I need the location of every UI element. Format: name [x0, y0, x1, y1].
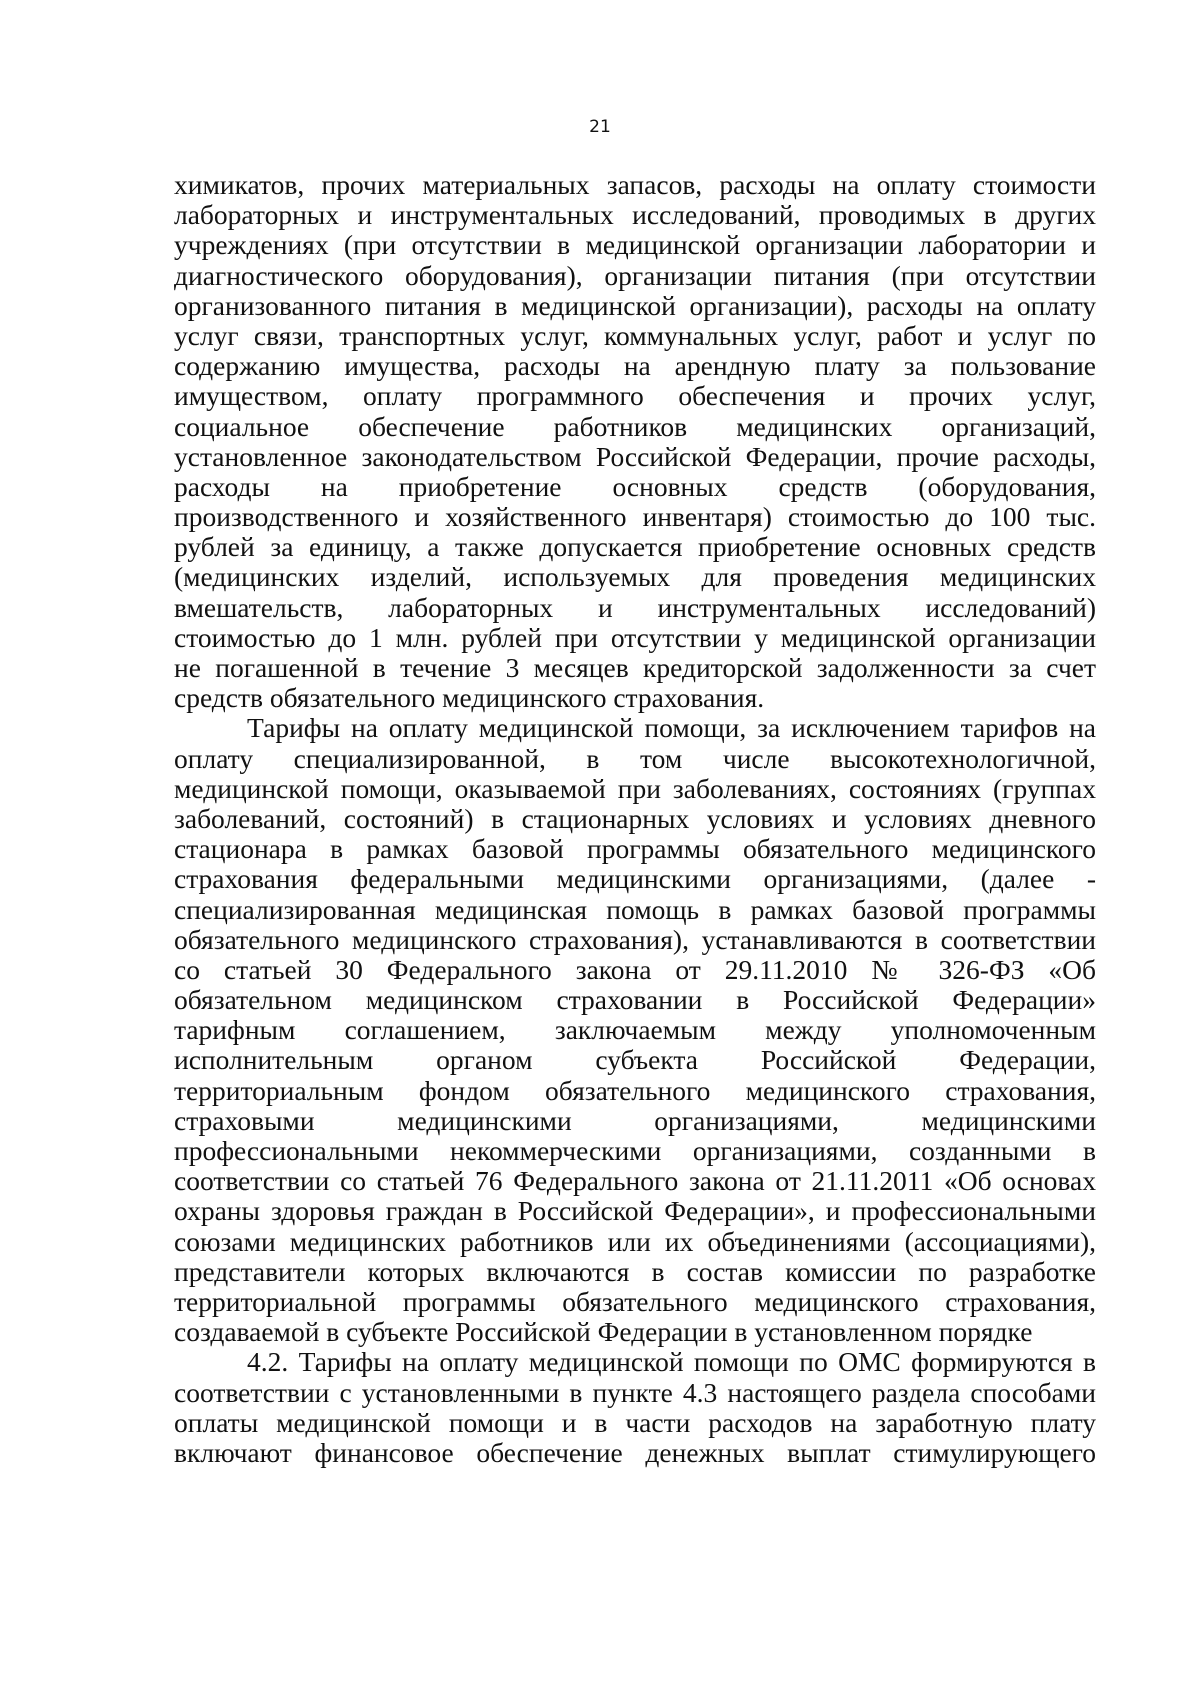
paragraph: [174, 1347, 1096, 1468]
text-line: территориальным фондом обязательного медицинского страхования,: [174, 1074, 1096, 1106]
text-line: охраны здоровья граждан в Российской Федерации», и профессиональными: [174, 1195, 1096, 1227]
text-line: расходы на приобретение основных средств (оборудования,: [174, 470, 1096, 502]
text-line: специализированная медицинская помощь в рамках базовой программы: [174, 893, 1096, 925]
text-line: соответствии со статьей 76 Федерального закона от 21.11.2011 «Об основах: [174, 1165, 1096, 1197]
text-line: средств обязательного медицинского страхования.: [174, 682, 765, 714]
paragraph: [174, 713, 1096, 1347]
text-line: создаваемой в субъекте Российской Федерации в установленном порядке: [174, 1316, 1033, 1348]
text-line: Тарифы на оплату медицинской помощи, за исключением тарифов на: [247, 712, 1096, 744]
text-line: химикатов, прочих материальных запасов, расходы на оплату стоимости: [174, 169, 1096, 200]
body-text: [174, 170, 1096, 1468]
text-line: вмешательств, лабораторных и инструментальных исследований): [174, 591, 1096, 623]
text-line: 4.2. Тарифы на оплату медицинской помощи по ОМС формируются в: [247, 1346, 1096, 1378]
paragraph: [174, 170, 1096, 713]
text-line: соответствии с установленными в пункте 4.3 настоящего раздела способами: [174, 1376, 1096, 1408]
text-line: имуществом, оплату программного обеспечения и прочих услуг,: [174, 380, 1096, 412]
text-line: территориальной программы обязательного медицинского страхования,: [174, 1285, 1096, 1317]
text-line: стационара в рамках базовой программы обязательного медицинского: [174, 833, 1096, 865]
text-line: профессиональными некоммерческими организациями, созданными в: [174, 1135, 1096, 1166]
text-line: оплату специализированной, в том числе высокотехнологичной,: [174, 742, 1096, 774]
text-line: (медицинских изделий, используемых для проведения медицинских: [174, 561, 1096, 593]
text-line: стоимостью до 1 млн. рублей при отсутствии у медицинской организации: [174, 621, 1096, 653]
text-line: тарифным соглашением, заключаемым между уполномоченным: [174, 1014, 1096, 1046]
text-line: установленное законодательством Российской Федерации, прочие расходы,: [174, 440, 1096, 472]
text-line: страховыми медицинскими организациями, медицинскими: [174, 1104, 1096, 1136]
text-line: производственного и хозяйственного инвентаря) стоимостью до 100 тыс.: [174, 501, 1096, 533]
text-line: включают финансовое обеспечение денежных выплат стимулирующего: [174, 1436, 1096, 1468]
text-line: исполнительным органом субъекта Российской Федерации,: [174, 1044, 1096, 1076]
text-line: социальное обеспечение работников медицинских организаций,: [174, 410, 1096, 442]
text-line: медицинской помощи, оказываемой при заболеваниях, состояниях (группах: [174, 772, 1096, 804]
text-line: союзами медицинских работников или их объединениями (ассоциациями),: [174, 1225, 1096, 1257]
text-line: не погашенной в течение 3 месяцев кредиторской задолженности за счет: [174, 652, 1096, 683]
text-line: организованного питания в медицинской организации), расходы на оплату: [174, 289, 1096, 321]
text-line: диагностического оборудования), организации питания (при отсутствии: [174, 259, 1096, 291]
text-line: содержанию имущества, расходы на арендную плату за пользование: [174, 350, 1096, 382]
text-line: рублей за единицу, а также допускается приобретение основных средств: [174, 531, 1096, 563]
text-line: страхования федеральными медицинскими организациями, (далее -: [174, 863, 1096, 895]
text-line: оплаты медицинской помощи и в части расходов на заработную плату: [174, 1406, 1096, 1438]
text-line: учреждениях (при отсутствии в медицинской организации лаборатории и: [174, 229, 1096, 261]
text-line: лабораторных и инструментальных исследований, проводимых в других: [174, 199, 1096, 231]
text-line: со статьей 30 Федерального закона от 29.11.2010 № 326-ФЗ «Об: [174, 953, 1096, 985]
text-line: представители которых включаются в состав комиссии по разработке: [174, 1255, 1096, 1287]
text-line: обязательного медицинского страхования), устанавливаются в соответствии: [174, 923, 1096, 955]
text-line: обязательном медицинском страховании в Российской Федерации»: [174, 984, 1096, 1016]
text-line: заболеваний, состояний) в стационарных условиях и условиях дневного: [174, 802, 1096, 834]
page-number: 21: [589, 117, 611, 137]
text-line: услуг связи, транспортных услуг, коммунальных услуг, работ и услуг по: [174, 319, 1096, 351]
